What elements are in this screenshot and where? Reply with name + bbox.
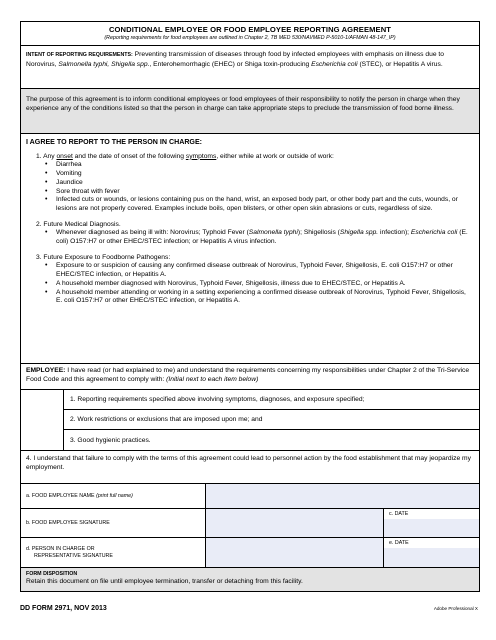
- intent-text-1: Preventing transmission of diseases through food by infected employees with emphasis on illness due to Norovirus,: [26, 51, 444, 69]
- symptom-list: [36, 161, 474, 213]
- producer-note: Adobe Professional X: [433, 606, 478, 611]
- employee-signature-label-cell: [21, 509, 206, 537]
- agree-item-2: [26, 221, 474, 247]
- agree-item-1: [26, 153, 474, 214]
- employee-text: I have read (or had explained to me) and understand the requirements concerning my responsibilities under Chapter 2 of the Tri-Service Food Code and this agreement to comply with:: [26, 367, 470, 383]
- initial-item-text: 3. Good hygienic practices.: [70, 436, 151, 444]
- field-row-signature: [21, 509, 479, 538]
- form-header: [21, 22, 479, 46]
- date-c-cell: [384, 509, 479, 537]
- employee-label: EMPLOYEE:: [26, 367, 66, 374]
- pic-signature-field[interactable]: [206, 538, 384, 567]
- initials-column[interactable]: [21, 390, 64, 450]
- initial-item-text: 2. Work restrictions or exclusions that are imposed upon me; and: [70, 416, 263, 423]
- item-number: 2.: [36, 220, 42, 228]
- reporting-agreement-form: [20, 21, 480, 592]
- item-text: Future Medical Diagnosis.: [41, 220, 121, 228]
- diagnosis-list: [36, 229, 474, 246]
- pic-signature-label: [26, 546, 113, 560]
- item-text: Any: [41, 152, 57, 160]
- item-text: Future Exposure to Foodborne Pathogens:: [41, 253, 171, 261]
- item-text: , either while at work or outside of work:: [216, 152, 334, 160]
- form-title: CONDITIONAL EMPLOYEE OR FOOD EMPLOYEE REPORTING AGREEMENT: [108, 25, 392, 34]
- employee-section: [21, 364, 479, 390]
- list-item: • Diarrhea: [56, 161, 474, 170]
- item-text: Whenever diagnosed as being ill with: Norovirus; Typhoid Fever (: [56, 229, 249, 237]
- list-item: • Vomiting: [56, 170, 474, 179]
- list-item: • Exposure to or suspicion of causing any confirmed disease outbreak of Norovirus, Typhoid Fever, Shigellosis, E. coli O157:H7 or other EHEC/STEC infection, or Hepatitis A.: [56, 262, 474, 279]
- item-4-text: 4. I understand that failure to comply with the terms of this agreement could lead to personnel action by the food establishment that may jeopardize my employment.: [26, 455, 471, 471]
- item-text: (E. coli) O157:H7 or other EHEC/STEC infection; or Hepatitis A virus infection.: [56, 229, 468, 246]
- intent-italic-1: Salmonella typhi, Shigella spp.: [58, 61, 150, 69]
- item-underline-symptoms: symptoms: [185, 152, 217, 160]
- agreement-item-4: [21, 451, 479, 484]
- date-e-field[interactable]: [384, 548, 479, 567]
- form-disposition: [21, 568, 479, 591]
- purpose-text: The purpose of this agreement is to inform conditional employees or food employees of their responsibility to notify the person in charge when they experience any of the conditions listed so that the person in charge can take appropriate steps to preclude the transmission of food borne illness.: [26, 96, 460, 113]
- employee-signature-field[interactable]: [206, 509, 384, 537]
- item-italic: Escherichia coli: [410, 229, 458, 237]
- disposition-text: Retain this document on file until employee termination, transfer or detaching from this facility.: [26, 578, 303, 585]
- item-text: and the date of onset of the following: [72, 152, 186, 160]
- initial-item-text: 1. Reporting requirements specified above involving symptoms, diagnoses, and exposure specified;: [70, 396, 365, 403]
- agree-section: [21, 134, 479, 364]
- list-item: [56, 229, 474, 246]
- agree-item-3-intro: [36, 254, 474, 263]
- agree-item-3: [26, 254, 474, 306]
- list-item: • Jaundice: [56, 179, 474, 188]
- item-text: infection);: [378, 229, 411, 237]
- initial-item-rows: [64, 390, 479, 450]
- field-hint: (print full name): [96, 493, 133, 499]
- agree-item-2-intro: [36, 221, 474, 230]
- intent-text-2: , Enterohemorrhagic (EHEC) or Shiga toxin-producing: [149, 61, 312, 69]
- field-label: a. FOOD EMPLOYEE NAME: [26, 493, 97, 499]
- exposure-list: [36, 262, 474, 306]
- item-number: 3.: [36, 253, 42, 261]
- initial-item-row: [64, 390, 479, 410]
- list-item: • A household member diagnosed with Norovirus, Typhoid Fever, Shigellosis, illness due to EHEC/STEC, or Hepatitis A.: [56, 280, 474, 289]
- date-e-cell: [384, 538, 479, 567]
- initial-item-row: [64, 430, 479, 450]
- list-item: • A household member attending or working in a setting experiencing a confirmed disease outbreak of Norovirus, Typhoid Fever, Shigellosis, E. coli O157:H7 or other EHEC/STEC infection, or Hepatitis A.: [56, 289, 474, 306]
- employee-signature-label: b. FOOD EMPLOYEE SIGNATURE: [26, 520, 110, 526]
- agree-item-1-intro: [36, 153, 474, 162]
- employee-name-field[interactable]: [206, 484, 479, 508]
- item-italic: Salmonella typhi: [248, 229, 298, 237]
- employee-name-label-cell: [21, 484, 206, 508]
- form-number: DD FORM 2971, NOV 2013: [20, 605, 107, 612]
- field-label: d. PERSON IN CHARGE OR: [26, 546, 95, 552]
- list-item: • Infected cuts or wounds, or lesions containing pus on the hand, wrist, an exposed body part, or other body part and the cuts, wounds, or lesions are not properly covered. Examples include boils, open blisters, or other open skin abrasions or cuts, regardless of size.: [56, 196, 474, 213]
- item-italic: Shigella spp.: [339, 229, 379, 237]
- field-row-person-in-charge: [21, 538, 479, 568]
- date-c-field[interactable]: [384, 519, 479, 537]
- list-item: • Sore throat with fever: [56, 188, 474, 197]
- disposition-label: FORM DISPOSITION: [26, 571, 78, 577]
- agree-heading: I AGREE TO REPORT TO THE PERSON IN CHARGE:: [26, 138, 203, 146]
- item-text: ); Shigellosis (: [297, 229, 340, 237]
- item-number: 1.: [36, 152, 42, 160]
- pic-signature-label-cell: [21, 538, 206, 567]
- date-c-label: c. DATE: [389, 511, 409, 517]
- initial-items: [21, 390, 479, 451]
- date-e-label: e. DATE: [389, 540, 409, 546]
- intent-label: INTENT OF REPORTING REQUIREMENTS:: [26, 52, 133, 58]
- field-row-name: [21, 484, 479, 509]
- intent-text-3: (STEC), or Hepatitis A virus.: [357, 61, 443, 69]
- intent-section: [21, 46, 479, 89]
- employee-instruction: (Initial next to each item below): [166, 375, 259, 383]
- item-underline-onset: onset: [56, 152, 73, 160]
- form-subtitle: (Reporting requirements for food employees are outlined in Chapter 2, TB MED 530/NAVMED P-5010-1/AFMAN 48-147_IP): [104, 35, 396, 41]
- purpose-section: [21, 89, 479, 134]
- intent-italic-2: Escherichia coli: [311, 61, 358, 69]
- initial-item-row: [64, 410, 479, 430]
- employee-name-label: [26, 493, 133, 499]
- field-label: REPRESENTATIVE SIGNATURE: [34, 553, 113, 559]
